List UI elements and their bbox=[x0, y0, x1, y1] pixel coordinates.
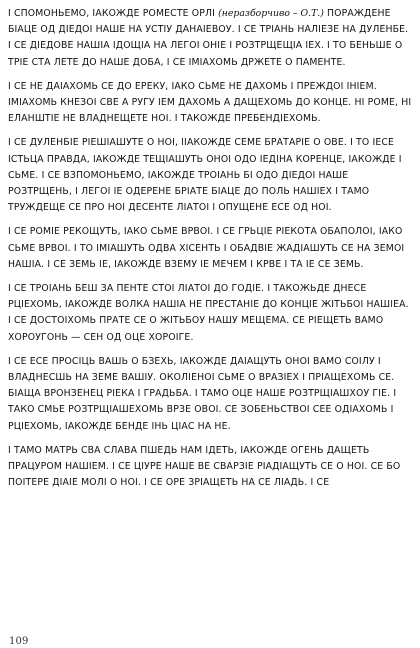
illegible-note: (неразборчиво – О.Т.) bbox=[218, 8, 324, 19]
paragraph-1-text-after: ПОРАЖДЕНЕ БІАЦЕ ОД ДІЕДОІ НАШЕ НА УСТІУ ДАНАІЕВОУ. І СЕ ТРІАНЬ НАЛІЕЗЕ НА ДУЛЕНБЕ. І СЕ ДІЕДОВЕ НАШІА ІДОЩІА НА ЛЕГОІ ОНІЕ І РОЗТРЩЕЩІА ІЕХ. І ТО БЕНЬШЕ О ТРІЕ СТА ЛЕТЕ ДО НАШЕ ДОБА, І СЕ ІМІАХОМЬ ДРЖЕТЕ О ПАМЕНТЕ. bbox=[8, 8, 409, 68]
paragraph-1 bbox=[8, 6, 412, 71]
paragraph-7: І ТАМО МАТРЬ СВА СЛАВА ПШЕДЬ НАМ ІДЕТЬ, ІАКОЖДЕ ОГЕНЬ ДАЩЕТЬ ПРАЦУРОМ НАШІЕМ. І СЕ ЦІУРЕ НАШЕ ВЕ СВАРЗІЕ РІАДІАЩУТЬ СЕ О НОІ. СЕ БО ПОІТЕРЕ ДІАІЕ МОЛІ О НОІ. І СЕ ОРЕ ЗРІАЩЕТЬ НА СЕ ЛІАДЬ. І СЕ bbox=[8, 444, 401, 489]
paragraph-5: І СЕ ТРОІАНЬ БЕШ ЗА ПЕНТЕ СТОІ ЛІАТОІ ДО ГОДІЕ. І ТАКОЖЬДЕ ДНЕСЕ РЦІЕХОМЬ, ІАКОЖДЕ ВОЛКА НАШІА НЕ ПРЕСТАНІЕ ДО КОНЦІЕ ЖІТЬБОІ НАШІЕА. І СЕ ДОСТОІХОМЬ ПРАТЕ СЕ О ЖІТЬБОУ НАШУ МЕЩЕМА. СЕ РІЕЩЕТЬ ВАМО ХОРОУГОНЬ — СЕН ОД ОЦЕ ХОРОІГЕ. bbox=[8, 283, 409, 343]
page-number: 109 bbox=[9, 636, 29, 647]
paragraph-6: І СЕ ЕСЕ ПРОСІЦЬ ВАШЬ О БЗЕХЬ, ІАКОЖДЕ ДАІАЩУТЬ ОНОІ ВАМО СОІЛУ І ВЛАДНЕСШЬ НА ЗЕМЕ ВАШІУ. ОКОЛІЕНОІ СЬМЕ О ВРАЗІЕХ І ПРІАЩЕХОМЬ СЕ. БІАЩА ВРОНЗЕНЕЦ РІЕКА І ГРАДЬБА. І ТАМО ОЦЕ НАШЕ РОЗТРЩІАШХОУ ГІЕ. І ТАКО СМЬЕ РОЗТРЩІАШЕХОМЬ ВРЗЕ ОВОІ. СЕ ЗОБЕНЬСТВОІ СЕЕ ОДІАХОМЬ І РЦІЕХОМЬ, ІАКОЖДЕ БЕНДЕ ІНЬ ЦІАС НА НЕ. bbox=[8, 355, 397, 432]
paragraph-1-text-before: І СПОМОНЬЕМО, ІАКОЖДЕ РОМЕСТЕ ОРЛІ bbox=[8, 8, 219, 19]
paragraph-4: І СЕ РОМІЕ РЕКОЩУТЬ, ІАКО СЬМЕ ВРВОІ. І СЕ ГРЬЦІЕ РІЕКОТА ОБАПОЛОІ, ІАКО СЬМЕ ВРВОІ. І ТО ІМІАШУТЬ ОДВА ХІСЕНТЬ І ОБАДВІЕ ЖАДІАШУТЬ СЕ НА ЗЕМОІ НАШІА. І СЕ ЗЕМЬ ІЕ, ІАКОЖДЕ ВЗЕМУ ІЕ МЕЧЕМ І КРВЕ І ТА ІЕ СЕ ЗЕМЬ. bbox=[8, 226, 405, 270]
paragraph-2: І СЕ НЕ ДАІАХОМЬ СЕ ДО ЕРЕКУ, ІАКО СЬМЕ НЕ ДАХОМЬ І ПРЕЖДОІ ІНІЕМ. ІМІАХОМЬ КНЕЗОІ СВЕ А РУГУ ІЕМ ДАХОМЬ А ДАЩЕХОМЬ ДО КОНЦЕ. НІ РОМЕ, НІ ЕЛАНШТІЕ НЕ ВЛАДНЕЩЕТЕ НОІ. І ТАКОЖДЕ ПРЕБЕНДІЕХОМЬ. bbox=[8, 80, 412, 125]
paragraph-3: І СЕ ДУЛЕНБІЕ РІЕШІАШУТЕ О НОІ, ІІАКОЖДЕ СЕМЕ БРАТАРІЕ О ОВЕ. І ТО ІЕСЕ ІСТЬЦА ПРАВДА, ІАКОЖДЕ ТЕЩІАШУТЬ ОНОІ ОДО ІЕДІНА КОРЕНЦЕ, ІАКОЖДЕ І СЬМЕ. І СЕ ВЗПОМОНЬЕМО, ІАКОЖДЕ ТРОІАНЬ БІ ОДО ДІЕДОІ НАШЕ РОЗТРЩЕНЬ, І ЛЕГОІ ІЕ ОДЕРЕНЕ БРІАТЕ БІАЦЕ ДО ПОЛЬ НАШІЕХ І ТАМО ТРУЖДЕЩЕ СЕ ПРО НОІ ДЕСЕНТЕ ЛІАТОІ І ОПУЩЕНЕ ЕСЕ ОД НОІ. bbox=[8, 137, 402, 214]
